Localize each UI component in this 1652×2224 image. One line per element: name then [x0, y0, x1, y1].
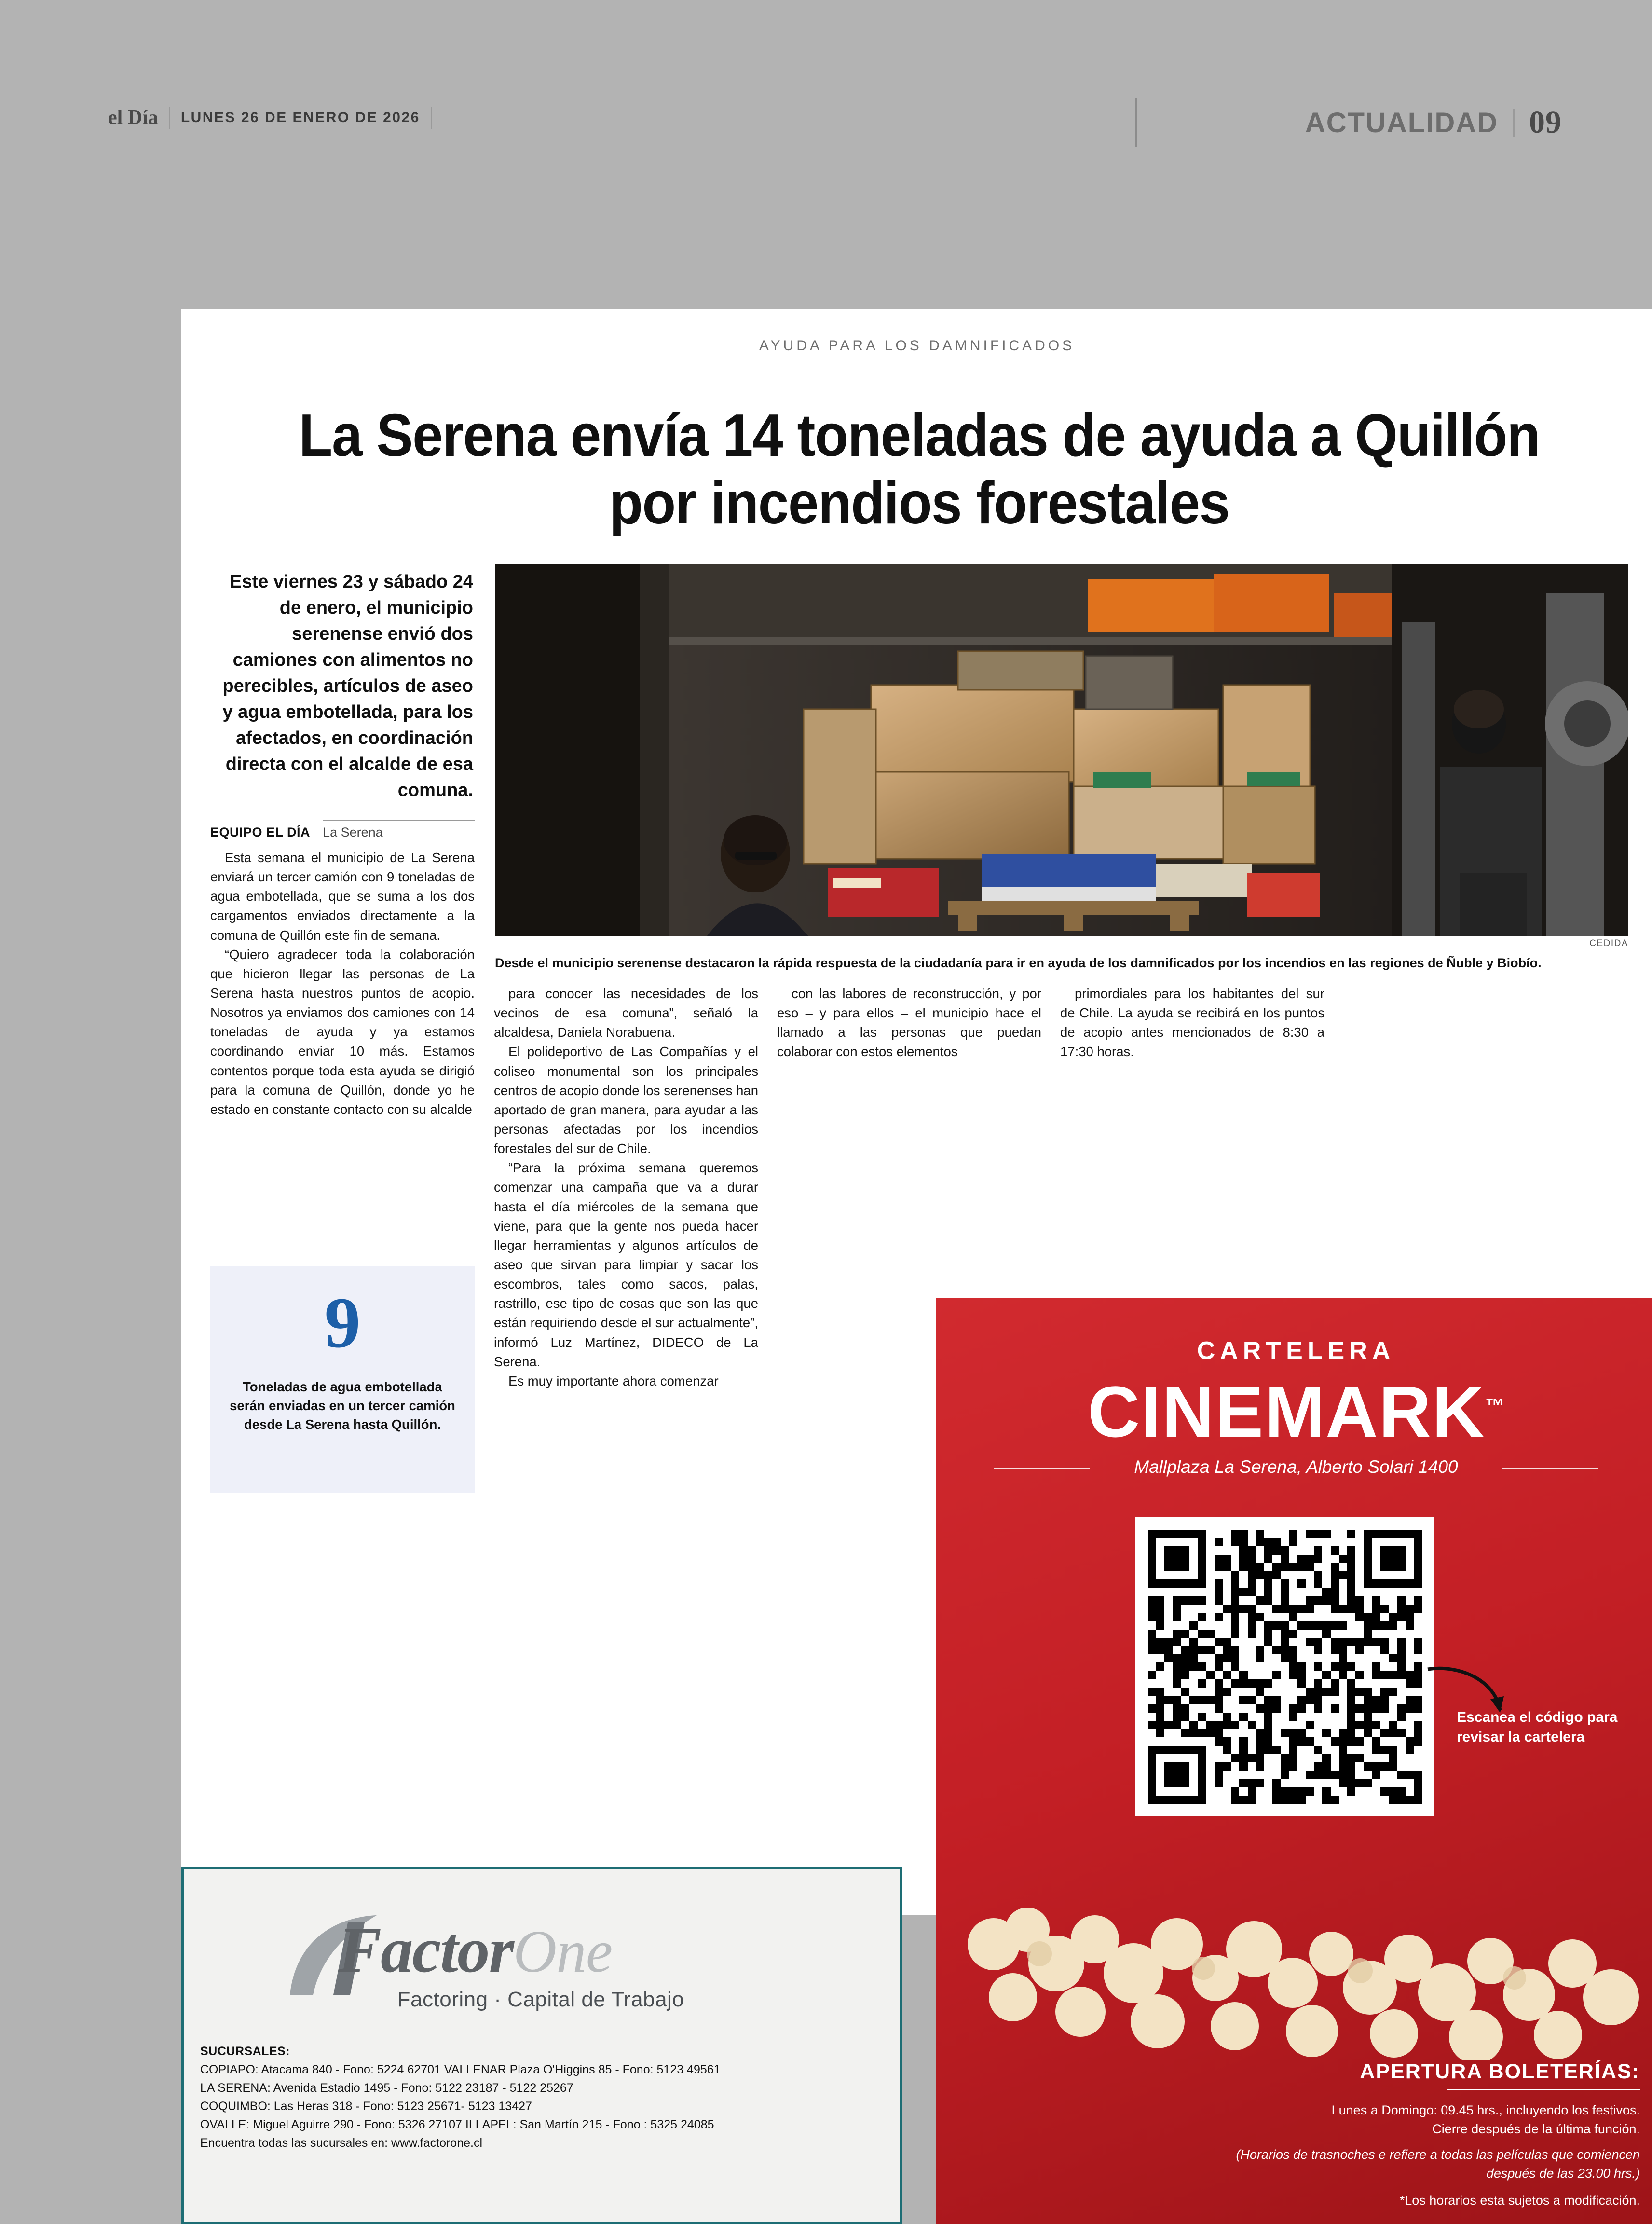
photo-caption: Desde el municipio serenense destacaron la rápida respuesta de la ciudadanía para ir en ayuda de los damnificados por los incendios en las regiones de Ñuble y Biobío. [495, 956, 1542, 970]
paragraph: con las labores de reconstrucción, y por eso – y para ellos – el municipio hace el llamado a las personas que puedan colaborar con estos elementos [777, 986, 1041, 1059]
factorone-brand-main: Factor [338, 1914, 514, 1986]
body-column-2 [494, 984, 758, 1391]
body-column-1 [210, 848, 475, 1119]
paragraph: Esta semana el municipio de La Serena enviará un tercer camión con 9 toneladas de agua embotellada, que se suma a los dos cargamentos enviados directamente a la comuna de Quillón este fin de semana. [210, 850, 475, 943]
cinemark-apertura-title: APERTURA BOLETERÍAS: [1360, 2060, 1640, 2083]
hours-line-2: Cierre después de la última función. [1432, 2122, 1640, 2137]
section-divider [1513, 109, 1515, 137]
section-title: ACTUALIDAD [1305, 107, 1498, 138]
cinemark-address: Mallplaza La Serena, Alberto Solari 1400 [1134, 1457, 1458, 1477]
article-kicker: AYUDA PARA LOS DAMNIFICADOS [759, 338, 1075, 354]
branch-ovalle: OVALLE: Miguel Aguirre 290 - Fono: 5326 27107 ILLAPEL: San Martín 215 - Fono : 5325 24085 [200, 2118, 714, 2131]
paragraph: “Quiero agradecer toda la colaboración que hicieron llegar las personas de La Serena hasta nuestros puntos de acopio. Nosotros ya enviamos dos camiones con 14 toneladas de ayuda y ya estamos coordinando enviar 10 más. Estamos contentos porque toda esta ayuda se dirigió para la comuna de Quillón, donde yo he estado en constante contacto con su alcalde [210, 947, 475, 1117]
article-lead: Este viernes 23 y sábado 24 de enero, el municipio serenense envió dos camiones con alimentos no perecibles, artículos de aseo y agua embotellada, para los afectados, en coordinación directa con el alcalde de esa comuna. [222, 572, 473, 800]
masthead-left [108, 106, 432, 129]
branch-coquimbo: COQUIMBO: Las Heras 318 - Fono: 5123 25671- 5123 13427 [200, 2100, 532, 2113]
branch-copiapo: COPIAPO: Atacama 840 - Fono: 5224 62701 VALLENAR Plaza O'Higgins 85 - Fono: 5123 49561 [200, 2063, 721, 2076]
factorone-brand-second: One [513, 1919, 613, 1985]
body-column-4 [1060, 984, 1324, 1062]
paragraph: Es muy importante ahora comenzar [508, 1373, 719, 1388]
stat-description: Toneladas de agua embotellada serán enviadas en un tercer camión desde La Serena hasta Quillón. [230, 1379, 455, 1432]
ad-factorone[interactable] [181, 1867, 902, 2224]
cinemark-logo [936, 1370, 1652, 1454]
masthead-divider-2 [431, 107, 432, 129]
paragraph: “Para la próxima semana queremos comenzar una campaña que va a durar hasta el día miércoles de la semana que viene, para que la gente nos pueda hacer llegar herramientas y algunos artículos de aseo que sirvan para limpiar y sacar los escombros, tales como sacos, palas, rastrillo, ese tipo de cosas que son las que están requiriendo desde el sur actualmente”, informó Luz Martínez, DIDECO de La Serena. [494, 1160, 758, 1369]
newspaper-page [91, 92, 1640, 2208]
byline [210, 820, 475, 840]
cinemark-hours [1225, 2101, 1640, 2210]
trademark-symbol: ™ [1485, 1395, 1505, 1416]
hours-line-4: *Los horarios esta sujetos a modificación. [1399, 2193, 1640, 2208]
body-column-3 [777, 984, 1041, 1062]
paragraph: primordiales para los habitantes del sur de Chile. La ayuda se recibirá en los puntos de acopio antes mencionados de 8:30 a 17:30 horas. [1060, 986, 1324, 1059]
newspaper-logo: el Día [108, 107, 158, 129]
photo-credit: CEDIDA [1589, 938, 1628, 948]
byline-author: EQUIPO EL DÍA [210, 825, 311, 839]
branch-laserena: LA SERENA: Avenida Estadio 1495 - Fono: 5122 23187 - 5122 25267 [200, 2081, 573, 2095]
paragraph: para conocer las necesidades de los vecinos de esa comuna”, señaló la alcaldesa, Daniela Norabuena. [494, 986, 758, 1040]
apertura-rule [1447, 2089, 1640, 2090]
hours-line-3: (Horarios de trasnoches e refiere a todas las películas que comiencen después de las 23.00 hrs.) [1236, 2147, 1640, 2181]
factorone-wordmark [338, 1913, 612, 1988]
masthead-right [1135, 98, 1562, 147]
article-photo [495, 564, 1628, 936]
masthead-date: LUNES 26 DE ENERO DE 2026 [180, 110, 420, 125]
page-number: 09 [1529, 105, 1562, 140]
sucursales-label: SUCURSALES: [200, 2045, 290, 2058]
cinemark-cartelera-label: CARTELERA [1197, 1337, 1395, 1365]
paragraph: El polideportivo de Las Compañías y el coliseo monumental son los principales centros de acopio donde los serenenses han aportado de gran manera, para ayudar a las personas afectadas por los incendios forestales del sur de Chile. [494, 1044, 758, 1156]
factorone-logo [203, 1884, 878, 2029]
factorone-website[interactable]: Encuentra todas las sucursales en: www.factorone.cl [200, 2136, 483, 2150]
factorone-tagline: Factoring · Capital de Trabajo [397, 1988, 684, 2011]
byline-location: La Serena [323, 820, 475, 840]
page-title: La Serena envía 14 toneladas de ayuda a Quillón por incendios forestales [299, 402, 1540, 537]
cinemark-brand: CINEMARK [1087, 1371, 1486, 1452]
hours-line-1: Lunes a Domingo: 09.45 hrs., incluyendo los festivos. [1331, 2103, 1640, 2117]
ad-cinemark[interactable] [936, 1298, 1652, 2224]
stat-number: 9 [324, 1283, 361, 1363]
cinemark-scan-text: Escanea el código para revisar la cartelera [1457, 1709, 1618, 1745]
popcorn-illustration [936, 1771, 1652, 2060]
masthead [108, 92, 1562, 159]
stat-box [210, 1266, 475, 1493]
qr-code-pattern [1148, 1530, 1422, 1804]
factorone-branches [200, 2042, 885, 2152]
